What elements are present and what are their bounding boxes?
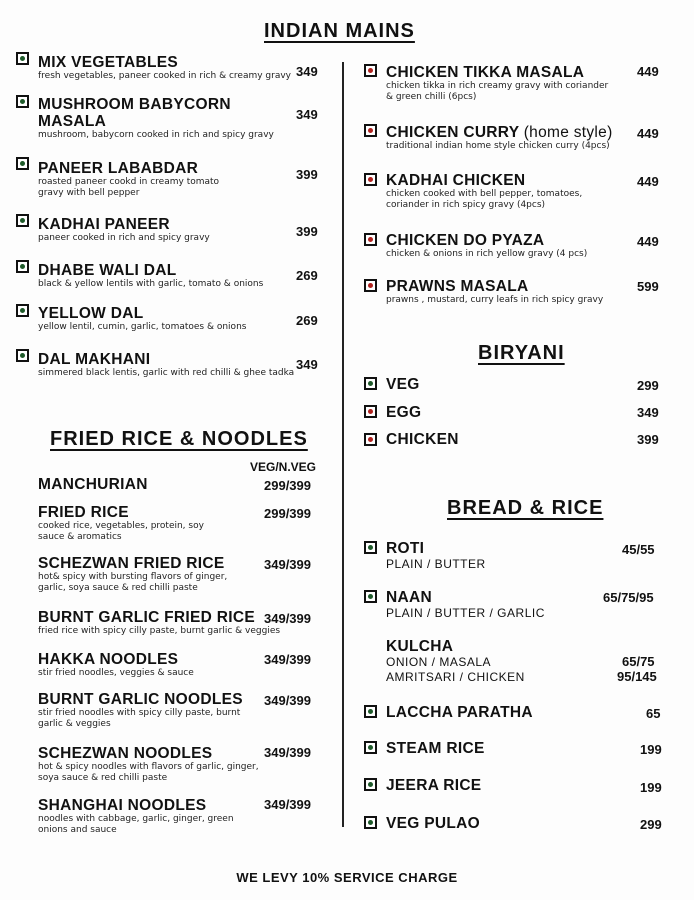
- item-name: MIX VEGETABLES: [38, 54, 178, 71]
- item-name: CHICKEN CURRY (home style): [386, 124, 613, 141]
- veg-nonveg-header: VEG/N.VEG: [250, 460, 317, 474]
- menu-item: [38, 351, 294, 379]
- item-price: 399: [296, 167, 318, 182]
- menu-item: [38, 262, 263, 290]
- menu-item: [386, 540, 486, 572]
- item-price: 199: [640, 742, 662, 757]
- item-name: HAKKA NOODLES: [38, 651, 179, 668]
- veg-icon: [16, 52, 29, 65]
- item-variants: PLAIN / BUTTER / GARLIC: [386, 606, 545, 620]
- veg-icon: [364, 816, 377, 829]
- item-price: 299: [640, 817, 662, 832]
- item-desc: chicken & onions in rich yellow gravy (4 pcs): [386, 249, 588, 259]
- item-name: SCHEZWAN NOODLES: [38, 745, 213, 762]
- item-desc-line2: onions and sauce: [38, 825, 117, 835]
- item-price: 349/399: [264, 797, 311, 812]
- column-divider: [342, 62, 344, 827]
- item-desc: hot& spicy with bursting flavors of ginger,: [38, 572, 228, 582]
- nonveg-icon: [364, 64, 377, 77]
- item-name: PANEER LABABDAR: [38, 160, 199, 177]
- item-name: YELLOW DAL: [38, 305, 144, 322]
- item-name: STEAM RICE: [386, 740, 485, 757]
- item-price: 65/75/95: [603, 590, 654, 605]
- item-price: 269: [296, 268, 318, 283]
- item-name: ROTI: [386, 540, 425, 557]
- item-desc: black & yellow lentils with garlic, tomato & onions: [38, 279, 264, 289]
- item-price: 269: [296, 313, 318, 328]
- menu-item: [38, 504, 204, 543]
- nonveg-icon: [364, 405, 377, 418]
- menu-item: [38, 216, 210, 244]
- item-desc: stir fried noodles with spicy cilly paste, burnt: [38, 708, 241, 718]
- item-price: 299: [637, 378, 659, 393]
- item-desc: yellow lentil, cumin, garlic, tomatoes & onions: [38, 322, 247, 332]
- item-variants: PLAIN / BUTTER: [386, 557, 486, 571]
- item-name: CHICKEN DO PYAZA: [386, 232, 545, 249]
- item-price: 449: [637, 234, 659, 249]
- indian-mains-title: INDIAN MAINS: [264, 20, 415, 42]
- veg-icon: [16, 214, 29, 227]
- item-name: KADHAI CHICKEN: [386, 172, 526, 189]
- item-desc: roasted paneer cookd in creamy tomato: [38, 177, 220, 187]
- item-desc: prawns , mustard, curry leafs in rich spicy gravy: [386, 295, 604, 305]
- menu-item: [386, 232, 587, 260]
- menu-item: [38, 651, 194, 679]
- item-price: 599: [637, 279, 659, 294]
- biryani-title: BIRYANI: [478, 342, 565, 364]
- menu-item: [38, 745, 259, 784]
- item-price: 449: [637, 126, 659, 141]
- item-name: DHABE WALI DAL: [38, 262, 177, 279]
- item-desc: stir fried noodles, veggies & sauce: [38, 668, 194, 678]
- item-desc: chicken cooked with bell pepper, tomatoes,: [386, 189, 583, 199]
- item-name: JEERA RICE: [386, 777, 482, 794]
- nonveg-icon: [364, 433, 377, 446]
- service-charge-note: WE LEVY 10% SERVICE CHARGE: [236, 870, 458, 885]
- item-name: BURNT GARLIC FRIED RICE: [38, 609, 256, 626]
- item-name: KADHAI PANEER: [38, 216, 170, 233]
- menu-item: [38, 96, 274, 141]
- item-desc-line2: soya sauce & red chilli paste: [38, 773, 168, 783]
- item-price-2: 95/145: [617, 669, 657, 684]
- item-price: 399: [637, 432, 659, 447]
- menu-item: [386, 64, 608, 103]
- item-desc: hot & spicy noodles with flavors of garlic, ginger,: [38, 762, 259, 772]
- item-desc: paneer cooked in rich and spicy gravy: [38, 233, 210, 243]
- menu-item: [38, 555, 227, 594]
- item-name-line2: MASALA: [38, 113, 107, 130]
- item-desc: chicken tikka in rich creamy gravy with coriander: [386, 81, 609, 91]
- item-price: 349: [296, 357, 318, 372]
- item-name: DAL MAKHANI: [38, 351, 151, 368]
- item-name: SHANGHAI NOODLES: [38, 797, 207, 814]
- menu-item: [38, 476, 148, 493]
- item-price: 45/55: [622, 542, 655, 557]
- menu-item: [386, 638, 525, 685]
- item-desc: fresh vegetables, paneer cooked in rich & creamy gravy: [38, 71, 292, 81]
- item-name: MUSHROOM BABYCORN: [38, 96, 231, 113]
- item-price: 449: [637, 64, 659, 79]
- item-desc: fried rice with spicy cilly paste, burnt garlic & veggies: [38, 626, 281, 636]
- menu-item: [38, 797, 234, 836]
- menu-item: [386, 172, 582, 211]
- item-name: CHICKEN TIKKA MASALA: [386, 64, 585, 81]
- item-name: MANCHURIAN: [38, 476, 148, 493]
- item-variants: ONION / MASALA: [386, 655, 492, 669]
- biryani-item-name: EGG: [386, 404, 422, 421]
- item-name: FRIED RICE: [38, 504, 129, 521]
- nonveg-icon: [364, 124, 377, 137]
- item-price: 299/399: [264, 478, 311, 493]
- item-desc: cooked rice, vegetables, protein, soy: [38, 521, 204, 531]
- veg-icon: [364, 377, 377, 390]
- veg-icon: [364, 541, 377, 554]
- veg-icon: [16, 95, 29, 108]
- item-price: 65/75: [622, 654, 655, 669]
- menu-item: [386, 278, 603, 306]
- item-price: 65: [646, 706, 661, 721]
- menu-item: [386, 124, 613, 152]
- item-desc-line2: gravy with bell pepper: [38, 188, 140, 198]
- item-price: 349/399: [264, 557, 311, 572]
- item-desc-line2: garlic & veggies: [38, 719, 111, 729]
- item-price: 299/399: [264, 506, 311, 521]
- veg-icon: [364, 705, 377, 718]
- item-desc-line2: & green chilli (6pcs): [386, 92, 477, 102]
- item-name: VEG PULAO: [386, 815, 480, 832]
- item-price: 349: [296, 64, 318, 79]
- nonveg-icon: [364, 233, 377, 246]
- veg-icon: [364, 778, 377, 791]
- item-name: NAAN: [386, 589, 432, 606]
- veg-icon: [16, 260, 29, 273]
- menu-item: [386, 589, 545, 621]
- menu-item: [38, 691, 243, 730]
- veg-icon: [364, 590, 377, 603]
- menu-item: [38, 54, 291, 82]
- fried-rice-title: FRIED RICE & NOODLES: [50, 428, 308, 450]
- bread-rice-title: BREAD & RICE: [447, 497, 604, 519]
- item-price: 349/399: [264, 693, 311, 708]
- item-price: 349/399: [264, 745, 311, 760]
- item-price: 349: [637, 405, 659, 420]
- item-price: 349: [296, 107, 318, 122]
- item-desc-line2: sauce & aromatics: [38, 532, 122, 542]
- item-desc-line2: garlic, soya sauce & red chilli paste: [38, 583, 198, 593]
- item-desc-line2: coriander in rich spicy gravy (4pcs): [386, 200, 546, 210]
- biryani-item-name: CHICKEN: [386, 431, 459, 448]
- veg-icon: [16, 157, 29, 170]
- item-variants-line2: AMRITSARI / CHICKEN: [386, 670, 525, 684]
- item-price: 449: [637, 174, 659, 189]
- nonveg-icon: [364, 173, 377, 186]
- item-price: 199: [640, 780, 662, 795]
- veg-icon: [364, 741, 377, 754]
- item-name: LACCHA PARATHA: [386, 704, 533, 721]
- item-price: 399: [296, 224, 318, 239]
- item-name: BURNT GARLIC NOODLES: [38, 691, 243, 708]
- item-desc: traditional indian home style chicken curry (4pcs): [386, 141, 610, 151]
- item-name: PRAWNS MASALA: [386, 278, 529, 295]
- menu-item: [38, 305, 246, 333]
- item-price: 349/399: [264, 611, 311, 626]
- item-desc: simmered black lentis, garlic with red chilli & ghee tadka: [38, 368, 295, 378]
- item-name: KULCHA: [386, 638, 454, 655]
- menu-item: [38, 160, 219, 199]
- item-name: SCHEZWAN FRIED RICE: [38, 555, 225, 572]
- item-desc: noodles with cabbage, garlic, ginger, green: [38, 814, 234, 824]
- veg-icon: [16, 304, 29, 317]
- biryani-item-name: VEG: [386, 376, 420, 393]
- menu-item: [38, 609, 280, 637]
- item-desc: mushroom, babycorn cooked in rich and spicy gravy: [38, 130, 274, 140]
- nonveg-icon: [364, 279, 377, 292]
- veg-icon: [16, 349, 29, 362]
- item-price: 349/399: [264, 652, 311, 667]
